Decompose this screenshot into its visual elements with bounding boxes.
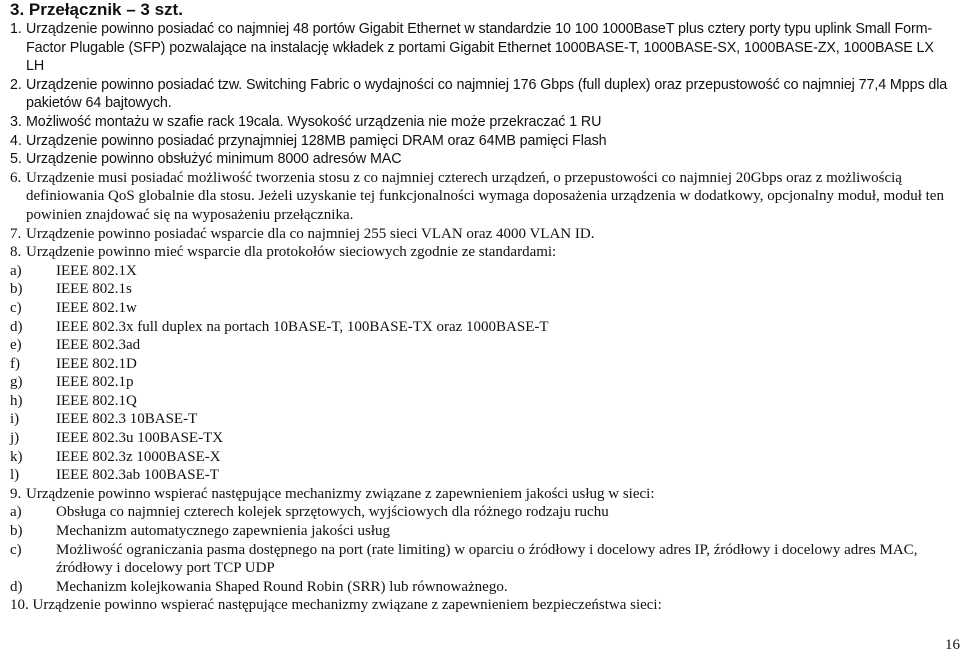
requirement-5 — [10, 150, 950, 169]
requirement-text: Urządzenie powinno wspierać następujące mechanizmy związane z zapewnieniem jakości usług w sieci: — [26, 485, 655, 502]
list-text: IEEE 802.1Q — [56, 392, 137, 409]
requirement-number: 4. — [10, 132, 22, 149]
requirement-number: 5. — [10, 151, 22, 168]
list-letter: h) — [10, 392, 23, 409]
list-item — [10, 429, 950, 448]
requirement-number: 2. — [10, 76, 22, 93]
list-letter: a) — [10, 262, 22, 279]
list-letter: a) — [10, 504, 22, 521]
list-item — [10, 373, 950, 392]
list-item — [10, 541, 950, 578]
protocol-list — [10, 262, 950, 485]
list-letter: k) — [10, 448, 23, 465]
list-text: IEEE 802.3x full duplex na portach 10BASE-T, 100BASE-TX oraz 1000BASE-T — [56, 318, 549, 335]
list-item — [10, 503, 950, 522]
requirement-number: 9. — [10, 485, 22, 502]
list-item — [10, 522, 950, 541]
list-letter: f) — [10, 355, 20, 372]
list-item — [10, 448, 950, 467]
list-text: IEEE 802.3 10BASE-T — [56, 411, 198, 428]
list-item — [10, 262, 950, 281]
list-letter: b) — [10, 281, 23, 298]
list-text: IEEE 802.3ab 100BASE-T — [56, 467, 219, 484]
requirement-text: Urządzenie powinno posiadać tzw. Switching Fabric o wydajności co najmniej 176 Gbps (full duplex) oraz przepustowość co najmniej 77,4 Mpps dla pakietów 64 bajtowych. — [26, 76, 948, 112]
list-text: IEEE 802.3u 100BASE-TX — [56, 430, 224, 447]
requirement-9 — [10, 485, 950, 504]
list-item — [10, 466, 950, 485]
list-text: Obsługa co najmniej czterech kolejek sprzętowych, wyjściowych dla różnego rodzaju ruchu — [56, 504, 609, 521]
list-letter: b) — [10, 523, 23, 540]
list-text: IEEE 802.3ad — [56, 337, 141, 354]
list-item — [10, 355, 950, 374]
list-item — [10, 578, 950, 597]
list-letter: c) — [10, 299, 22, 316]
requirement-text: Urządzenie musi posiadać możliwość tworzenia stosu z co najmniej czterech urządzeń, o przepustowości co najmniej 20Gbps oraz z możliwością definiowania QoS globalnie dla stosu. Jeżeli uzyskanie tej funkcjonalności wymaga doposażenia urządzenia w dodatkowy, opcjonalny moduł, moduł ten powinien znajdować się na wyposażeniu przełącznika. — [26, 169, 944, 223]
list-text: IEEE 802.1X — [56, 262, 137, 279]
page-number: 16 — [945, 637, 960, 653]
list-letter: j) — [10, 430, 20, 447]
list-text: Mechanizm automatycznego zapewnienia jakości usług — [56, 523, 391, 540]
list-item — [10, 336, 950, 355]
list-text: IEEE 802.1w — [56, 299, 137, 316]
section-heading: 3. Przełącznik – 3 szt. — [10, 0, 183, 19]
list-letter: l) — [10, 467, 20, 484]
list-letter: g) — [10, 374, 23, 391]
list-text: IEEE 802.1s — [56, 281, 132, 298]
requirement-text: Urządzenie powinno posiadać co najmniej 48 portów Gigabit Ethernet w standardzie 10 100 1000BaseT plus cztery porty typu uplink Small Form-Factor Plugable (SFP) pozwalające na instalację wkładek z portami Gigabit Ethernet 1000BASE-T, 1000BASE-SX, 1000BASE-ZX, 1000BASE LX LH — [26, 21, 934, 75]
list-text: IEEE 802.1p — [56, 374, 134, 391]
list-item — [10, 299, 950, 318]
list-item — [10, 318, 950, 337]
requirement-text: Urządzenie powinno obsłużyć minimum 8000 adresów MAC — [26, 151, 402, 168]
list-letter: d) — [10, 318, 23, 335]
list-text: Możliwość ograniczania pasma dostępnego na port (rate limiting) w oparciu o źródłowy i docelowy adres IP, źródłowy i docelowy adres MAC, źródłowy i docelowy port TCP UDP — [56, 541, 918, 577]
requirement-4 — [10, 132, 950, 151]
requirement-3 — [10, 113, 950, 132]
requirement-number: 1. — [10, 21, 22, 37]
list-letter: e) — [10, 337, 22, 354]
requirement-text: Urządzenie powinno mieć wsparcie dla protokołów sieciowych zgodnie ze standardami: — [26, 244, 557, 261]
qos-list — [10, 503, 950, 596]
list-letter: i) — [10, 411, 20, 428]
requirement-text: Urządzenie powinno posiadać przynajmniej 128MB pamięci DRAM oraz 64MB pamięci Flash — [26, 132, 607, 149]
requirement-number: 6. — [10, 169, 22, 186]
list-letter: c) — [10, 541, 22, 558]
requirement-text: Możliwość montażu w szafie rack 19cala. Wysokość urządzenia nie może przekraczać 1 RU — [26, 113, 602, 130]
requirement-number: 8. — [10, 244, 22, 261]
requirement-7 — [10, 225, 950, 244]
requirement-number: 7. — [10, 225, 22, 242]
list-item — [10, 280, 950, 299]
requirement-1 — [10, 20, 950, 76]
requirement-text: Urządzenie powinno wspierać następujące mechanizmy związane z zapewnieniem bezpieczeństwa sieci: — [32, 597, 662, 614]
list-text: IEEE 802.3z 1000BASE-X — [56, 448, 221, 465]
requirement-8 — [10, 243, 950, 262]
requirement-text: Urządzenie powinno posiadać wsparcie dla co najmniej 255 sieci VLAN oraz 4000 VLAN ID. — [26, 225, 595, 242]
list-item — [10, 392, 950, 411]
list-letter: d) — [10, 578, 23, 595]
list-text: Mechanizm kolejkowania Shaped Round Robin (SRR) lub równoważnego. — [56, 578, 508, 595]
list-item — [10, 410, 950, 429]
list-text: IEEE 802.1D — [56, 355, 137, 372]
requirement-number: 3. — [10, 113, 22, 130]
requirement-2 — [10, 76, 950, 113]
requirement-10 — [10, 596, 950, 615]
requirement-6 — [10, 169, 950, 225]
requirement-number: 10. — [10, 597, 29, 614]
